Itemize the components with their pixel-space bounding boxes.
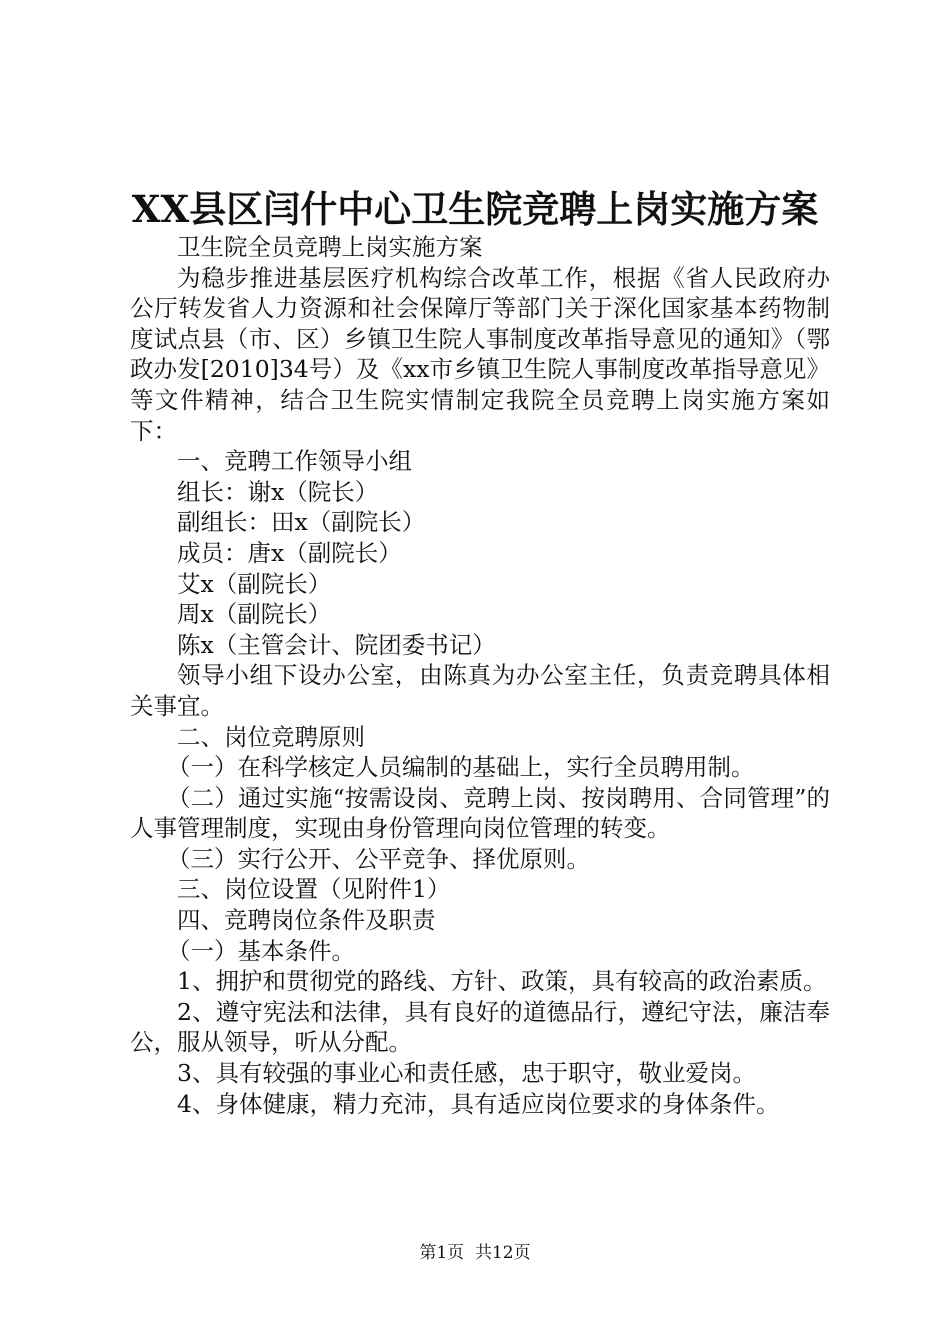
document-body — [130, 232, 830, 1119]
heading-section-1: 一、竞聘工作领导小组 — [177, 447, 412, 476]
paragraph-office: 领导小组下设办公室，由陈真为办公室主任，负责竞聘具体相关事宜。 — [130, 661, 830, 720]
paragraph-leader: 组长：谢x（院长） — [177, 477, 379, 506]
paragraph-subtitle: 卫生院全员竞聘上岗实施方案 — [177, 233, 483, 261]
paragraph-principle-1: （一）在科学核定人员编制的基础上，实行全员聘用制。 — [167, 753, 755, 782]
paragraph-condition-4: 4、身体健康，精力充沛，具有适应岗位要求的身体条件。 — [177, 1089, 780, 1118]
heading-section-2: 二、岗位竞聘原则 — [177, 722, 365, 751]
paragraph-basic-conditions: （一）基本条件。 — [167, 936, 355, 965]
document-title: XX县区闫什中心卫生院竞聘上岗实施方案 — [131, 187, 819, 231]
paragraph-condition-2: 2、遵守宪法和法律，具有良好的道德品行，遵纪守法，廉洁奉公，服从领导，听从分配。 — [130, 997, 830, 1057]
paragraph-member-3: 周x（副院长） — [177, 600, 332, 629]
paragraph-intro: 为稳步推进基层医疗机构综合改革工作，根据《省人民政府办公厅转发省人力资源和社会保障厅等部门关于深化国家基本药物制度试点县（市、区）乡镇卫生院人事制度改革指导意见的通知》（鄂政办发[2010]34号）及《xx市乡镇卫生院人事制度改革指导意见》等文件精神，结合卫生院实情制定我院全员竞聘上岗实施方案如下： — [130, 263, 830, 445]
paragraph-member-1: 成员：唐x（副院长） — [177, 538, 402, 567]
page-footer: 第1页 共12页 — [419, 1243, 531, 1263]
paragraph-member-4: 陈x（主管会计、院团委书记） — [177, 630, 496, 659]
heading-section-4: 四、竞聘岗位条件及职责 — [177, 906, 436, 935]
paragraph-member-2: 艾x（副院长） — [177, 569, 332, 598]
paragraph-principle-3: （三）实行公开、公平竞争、择优原则。 — [167, 844, 590, 873]
paragraph-condition-1: 1、拥护和贯彻党的路线、方针、政策，具有较高的政治素质。 — [177, 967, 827, 996]
heading-section-3: 三、岗位设置（见附件1） — [177, 875, 451, 904]
paragraph-condition-3: 3、具有较强的事业心和责任感，忠于职守，敬业爱岗。 — [177, 1059, 756, 1088]
paragraph-principle-2: （二）通过实施“按需设岗、竞聘上岗、按岗聘用、合同管理”的人事管理制度，实现由身份管理向岗位管理的转变。 — [130, 783, 830, 843]
paragraph-deputy-leader: 副组长：田x（副院长） — [177, 508, 426, 537]
